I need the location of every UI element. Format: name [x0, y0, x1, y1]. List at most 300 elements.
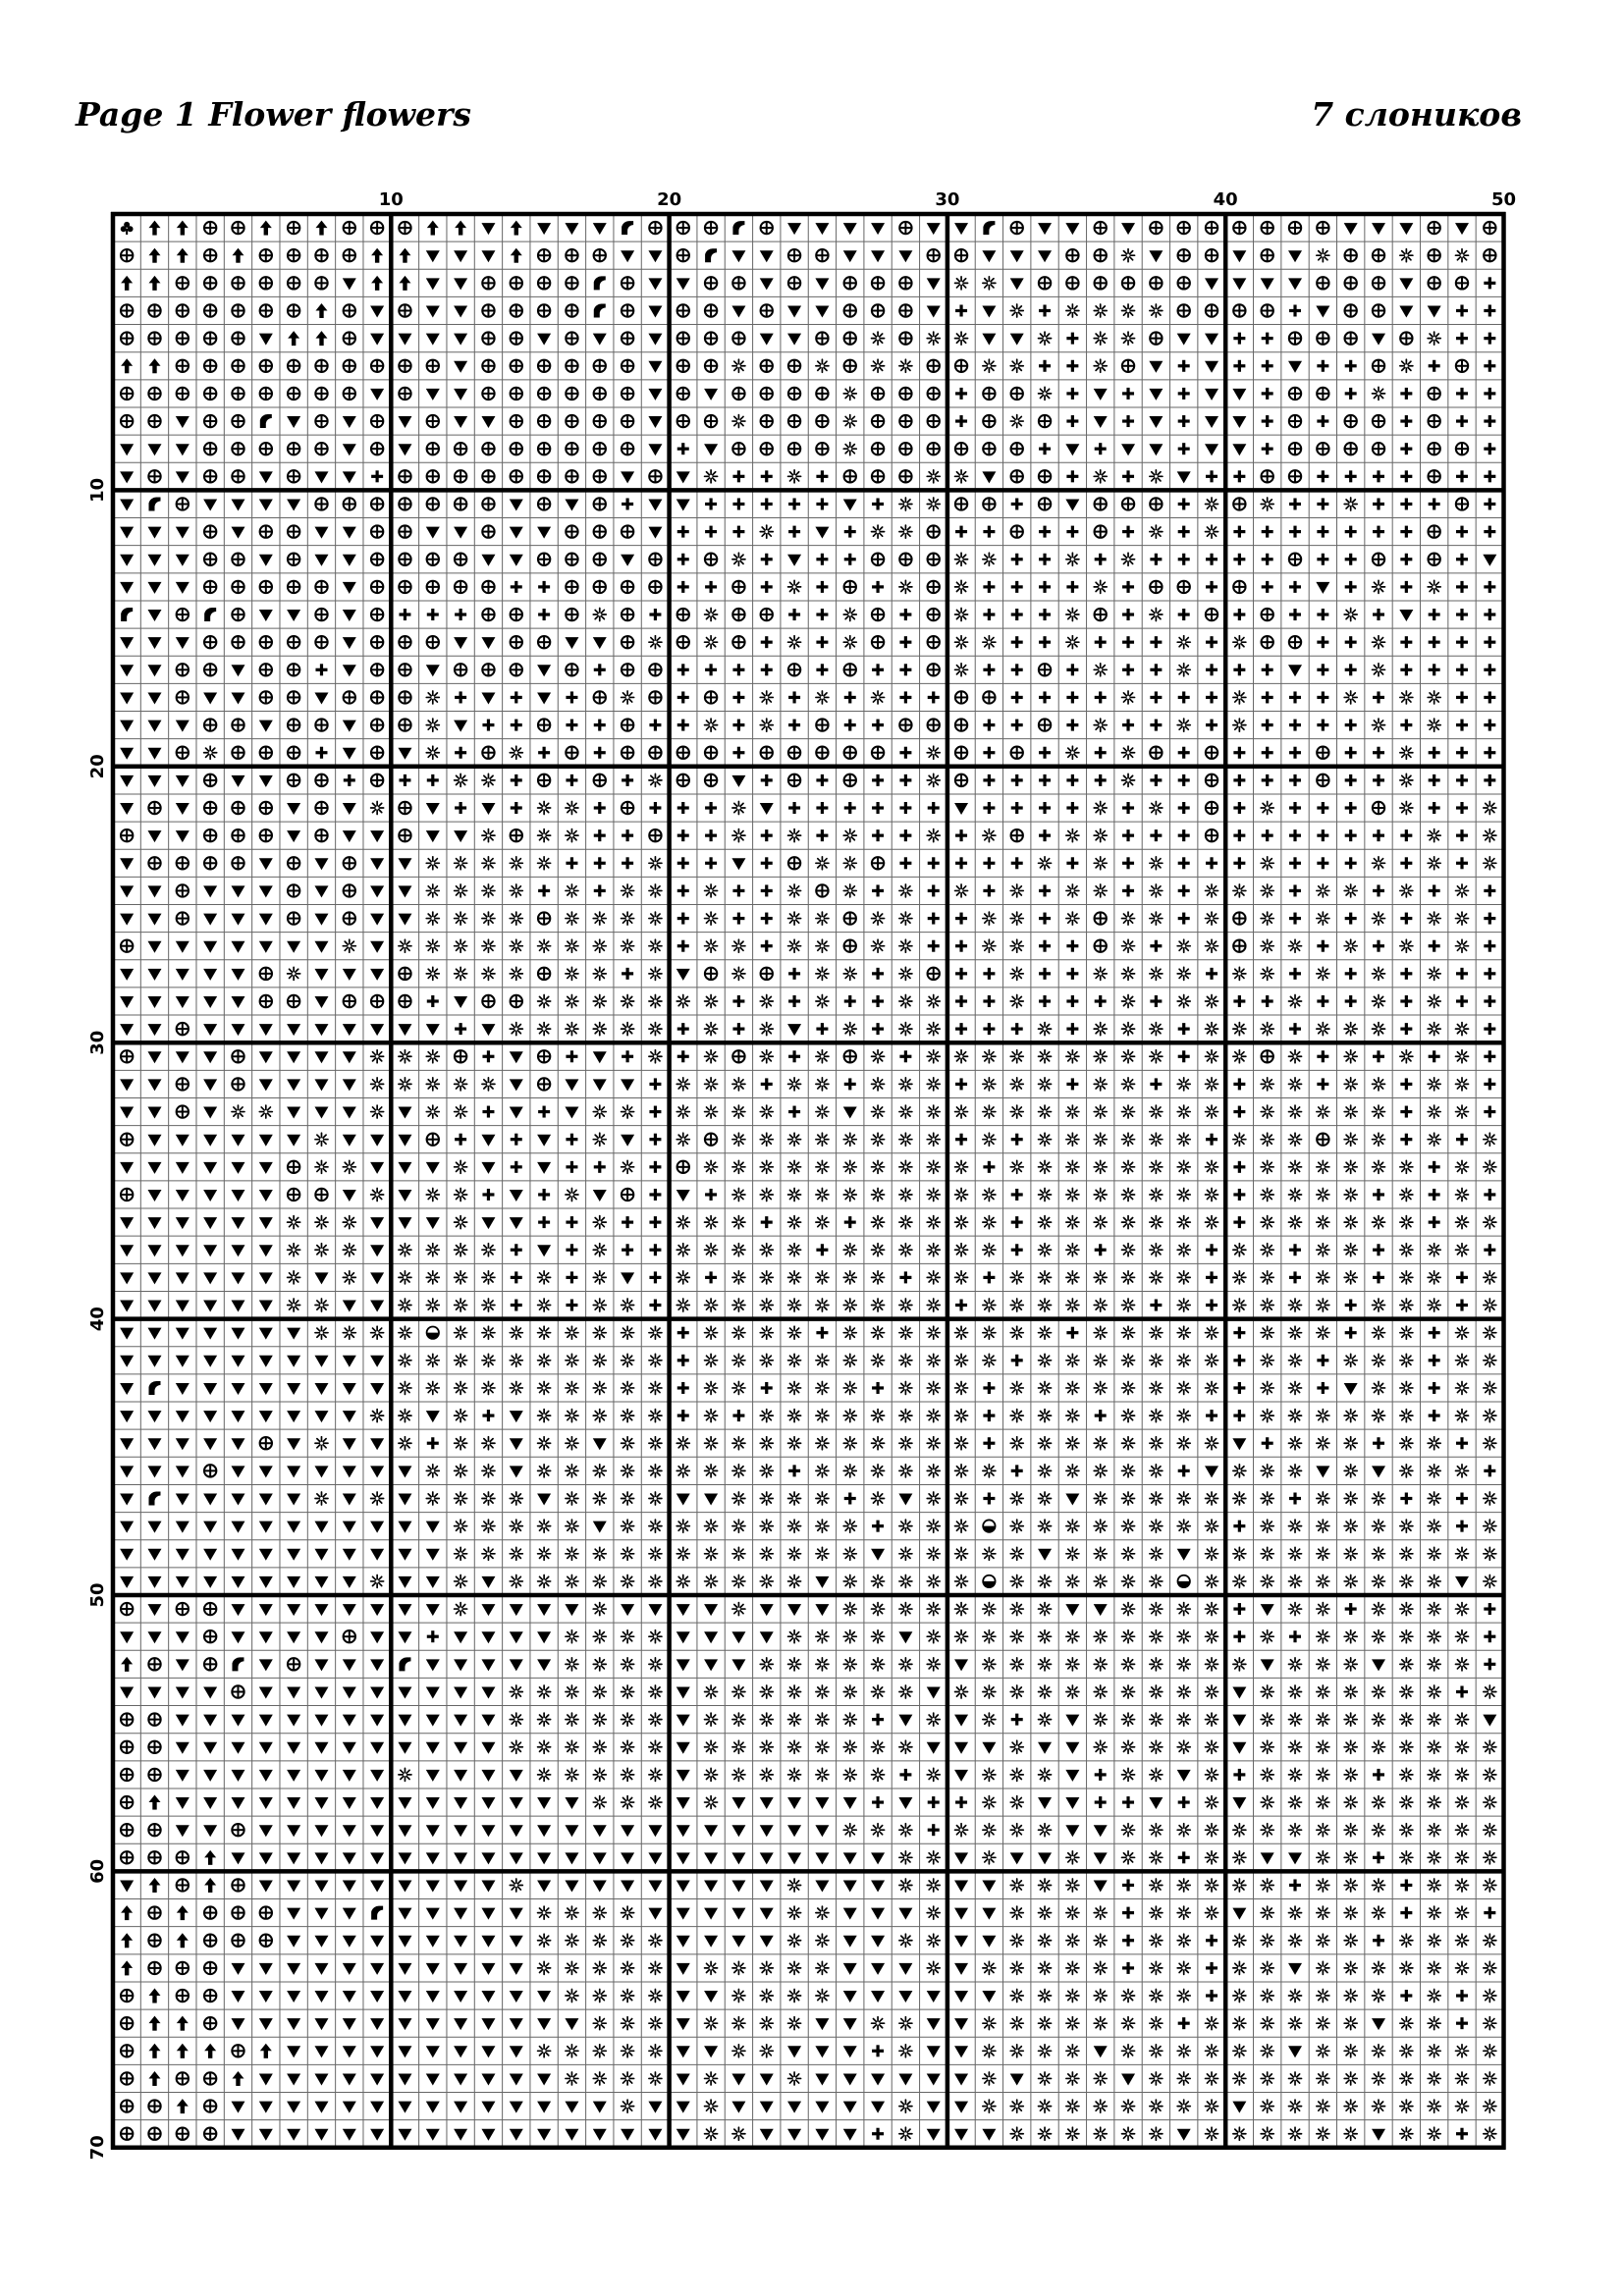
plus-icon [1095, 691, 1107, 703]
circle-cross-icon [121, 940, 133, 952]
triangle-down-icon [871, 1549, 885, 1561]
snowflake-icon [1400, 1160, 1413, 1173]
triangle-down-icon [343, 1936, 356, 1948]
snowflake-icon [1150, 1244, 1163, 1256]
circle-cross-icon [677, 609, 689, 620]
plus-icon [844, 995, 856, 1007]
circle-cross-icon [622, 332, 633, 344]
plus-icon [899, 857, 911, 869]
triangle-down-icon [370, 1631, 384, 1643]
snowflake-icon [983, 2045, 996, 2057]
snowflake-icon [1317, 1796, 1329, 1809]
circle-cross-icon [371, 222, 383, 234]
snowflake-icon [315, 1216, 328, 1229]
snowflake-icon [1206, 1078, 1218, 1091]
circle-cross-icon [260, 388, 272, 400]
snowflake-icon [788, 1575, 801, 1587]
snowflake-icon [760, 1575, 773, 1587]
triangle-down-icon [982, 2129, 996, 2141]
snowflake-icon [482, 967, 495, 980]
snowflake-icon [1039, 1492, 1052, 1505]
circle-cross-icon [148, 1658, 160, 1670]
snowflake-icon [1206, 1547, 1218, 1560]
circle-cross-icon [121, 304, 133, 316]
snowflake-icon [1428, 1713, 1440, 1726]
snowflake-icon [1150, 1381, 1163, 1394]
snowflake-icon [1373, 1603, 1385, 1616]
circle-cross-icon [399, 719, 410, 730]
plus-icon [1066, 802, 1078, 814]
snowflake-icon [1344, 1961, 1357, 1974]
snowflake-icon [1233, 1050, 1246, 1063]
circle-cross-icon [955, 774, 967, 786]
snowflake-icon [1066, 304, 1079, 317]
plus-icon [983, 1161, 995, 1173]
circle-cross-icon [455, 554, 466, 565]
circle-cross-icon [816, 388, 828, 400]
snowflake-icon [927, 332, 940, 345]
circle-cross-icon [121, 1189, 133, 1201]
snowflake-icon [843, 609, 856, 621]
quarter-circle-icon [594, 303, 606, 317]
triangle-down-icon [510, 2129, 523, 2141]
triangle-down-icon [898, 2073, 912, 2085]
snowflake-icon [955, 1271, 968, 1284]
triangle-down-icon [1316, 305, 1329, 317]
plus-icon [1345, 913, 1357, 925]
plus-icon [649, 1161, 661, 1173]
circle-cross-icon [566, 581, 577, 593]
circle-cross-icon [622, 443, 633, 454]
circle-cross-icon [872, 304, 884, 316]
triangle-down-icon [120, 471, 134, 483]
arrow-up-icon [149, 248, 161, 263]
circle-cross-icon [511, 995, 522, 1007]
snowflake-icon [927, 1492, 940, 1505]
snowflake-icon [622, 1796, 634, 1809]
snowflake-icon [1206, 1630, 1218, 1643]
snowflake-icon [788, 1879, 801, 1892]
snowflake-icon [955, 1492, 968, 1505]
triangle-down-icon [259, 2073, 273, 2085]
snowflake-icon [1206, 1326, 1218, 1339]
triangle-down-icon [510, 1825, 523, 1837]
triangle-down-icon [203, 914, 217, 926]
triangle-down-icon [454, 1852, 467, 1864]
snowflake-icon [622, 2045, 634, 2057]
half-circle-icon [1178, 1575, 1190, 1587]
snowflake-icon [676, 1299, 689, 1311]
snowflake-icon [1039, 1078, 1052, 1091]
triangle-down-icon [148, 996, 162, 1008]
triangle-down-icon [1261, 1604, 1274, 1616]
snowflake-icon [1344, 1354, 1357, 1366]
snowflake-icon [1400, 1354, 1413, 1366]
column-label: 20 [657, 189, 682, 210]
triangle-down-icon [982, 1908, 996, 1920]
snowflake-icon [482, 1492, 495, 1505]
circle-cross-icon [538, 719, 550, 730]
circle-cross-icon [594, 415, 606, 427]
triangle-down-icon [1455, 1576, 1469, 1588]
snowflake-icon [1428, 1437, 1440, 1450]
snowflake-icon [510, 967, 522, 980]
snowflake-icon [1066, 1381, 1079, 1394]
snowflake-icon [649, 967, 662, 980]
snowflake-icon [1289, 1160, 1302, 1173]
triangle-down-icon [231, 775, 244, 787]
snowflake-icon [1261, 1575, 1273, 1587]
triangle-down-icon [370, 1991, 384, 2002]
triangle-down-icon [481, 1770, 495, 1782]
snowflake-icon [1094, 2100, 1107, 2112]
snowflake-icon [1039, 1299, 1052, 1311]
plus-icon [1233, 1216, 1245, 1228]
triangle-down-icon [481, 1024, 495, 1036]
triangle-down-icon [510, 1438, 523, 1450]
plus-icon [1150, 774, 1162, 786]
triangle-down-icon [510, 1770, 523, 1782]
snowflake-icon [1261, 1023, 1273, 1036]
snowflake-icon [1484, 1133, 1496, 1146]
triangle-down-icon [731, 1852, 745, 1864]
snowflake-icon [676, 1437, 689, 1450]
triangle-down-icon [314, 2046, 328, 2057]
snowflake-icon [1206, 1575, 1218, 1587]
triangle-down-icon [176, 527, 189, 539]
triangle-down-icon [176, 1190, 189, 1201]
snowflake-icon [1317, 1879, 1329, 1892]
snowflake-icon [843, 857, 856, 870]
plus-icon [872, 829, 884, 841]
snowflake-icon [1317, 1520, 1329, 1532]
plus-icon [1233, 802, 1245, 814]
snowflake-icon [1289, 1713, 1302, 1726]
plus-icon [1178, 774, 1190, 786]
snowflake-icon [1344, 1244, 1357, 1256]
circle-cross-icon [538, 498, 550, 509]
triangle-down-icon [760, 334, 774, 346]
triangle-down-icon [760, 1825, 774, 1837]
snowflake-icon [1373, 1160, 1385, 1173]
snowflake-icon [983, 1078, 996, 1091]
snowflake-icon [1428, 2072, 1440, 2085]
triangle-down-icon [231, 1604, 244, 1616]
snowflake-icon [1066, 1879, 1079, 1892]
plus-icon [1456, 1300, 1468, 1311]
triangle-down-icon [481, 1852, 495, 1864]
circle-cross-icon [955, 249, 967, 261]
snowflake-icon [1344, 1271, 1357, 1284]
snowflake-icon [1010, 1078, 1023, 1091]
snowflake-icon [1094, 304, 1107, 317]
circle-cross-icon [288, 664, 299, 675]
snowflake-icon [1039, 387, 1052, 400]
triangle-down-icon [426, 305, 440, 317]
circle-cross-icon [705, 747, 717, 759]
triangle-down-icon [537, 1162, 551, 1174]
plus-icon [1011, 1023, 1023, 1035]
snowflake-icon [1094, 857, 1107, 870]
snowflake-icon [705, 470, 718, 483]
triangle-down-icon [481, 1631, 495, 1643]
circle-cross-icon [1400, 332, 1412, 344]
snowflake-icon [1373, 1685, 1385, 1698]
triangle-down-icon [398, 1135, 411, 1147]
triangle-down-icon [370, 1272, 384, 1284]
circle-cross-icon [928, 554, 940, 565]
plus-icon [1066, 1023, 1078, 1035]
snowflake-icon [1122, 774, 1135, 786]
snowflake-icon [983, 1133, 996, 1146]
snowflake-icon [1428, 1824, 1440, 1837]
snowflake-icon [1261, 1326, 1273, 1339]
snowflake-icon [622, 1410, 634, 1422]
plus-icon [955, 857, 967, 869]
snowflake-icon [1317, 1437, 1329, 1450]
circle-cross-icon [1011, 443, 1023, 454]
triangle-down-icon [314, 1908, 328, 1920]
snowflake-icon [1010, 967, 1023, 980]
snowflake-icon [1039, 1575, 1052, 1587]
snowflake-icon [1122, 1492, 1135, 1505]
circle-cross-icon [455, 470, 466, 482]
snowflake-icon [1039, 1354, 1052, 1366]
triangle-down-icon [676, 1686, 690, 1698]
plus-icon [1317, 609, 1328, 620]
snowflake-icon [1122, 2100, 1135, 2112]
triangle-down-icon [1483, 1715, 1496, 1727]
snowflake-icon [1344, 1050, 1357, 1063]
triangle-down-icon [287, 1383, 300, 1395]
snowflake-icon [1261, 2100, 1273, 2112]
snowflake-icon [1206, 1437, 1218, 1450]
circle-cross-icon [482, 443, 494, 454]
snowflake-icon [899, 1520, 912, 1532]
triangle-down-icon [314, 2102, 328, 2113]
triangle-down-icon [1288, 2046, 1302, 2057]
snowflake-icon [899, 1465, 912, 1477]
plus-icon [1289, 1271, 1301, 1283]
triangle-down-icon [843, 2073, 857, 2085]
snowflake-icon [1373, 387, 1385, 400]
arrow-up-icon [204, 1878, 216, 1893]
plus-icon [1122, 1907, 1134, 1919]
triangle-down-icon [314, 1079, 328, 1091]
circle-cross-icon [649, 691, 661, 703]
snowflake-icon [593, 1630, 606, 1643]
snowflake-icon [1289, 1354, 1302, 1366]
circle-cross-icon [288, 222, 299, 234]
triangle-down-icon [370, 1604, 384, 1616]
triangle-down-icon [1205, 389, 1218, 400]
triangle-down-icon [1177, 1549, 1191, 1561]
plus-icon [1400, 968, 1412, 980]
snowflake-icon [1177, 2072, 1190, 2085]
triangle-down-icon [510, 1411, 523, 1422]
snowflake-icon [732, 1381, 745, 1394]
triangle-down-icon [398, 334, 411, 346]
snowflake-icon [872, 332, 885, 345]
triangle-down-icon [343, 1301, 356, 1312]
triangle-down-icon [148, 941, 162, 953]
snowflake-icon [760, 1410, 773, 1422]
triangle-down-icon [454, 2129, 467, 2141]
plus-icon [928, 1824, 940, 1836]
snowflake-icon [1010, 884, 1023, 897]
circle-cross-icon [232, 388, 243, 400]
snowflake-icon [1150, 967, 1163, 980]
circle-cross-icon [788, 249, 800, 261]
snowflake-icon [593, 1492, 606, 1505]
plus-icon [1484, 1050, 1495, 1062]
triangle-down-icon [370, 1715, 384, 1727]
triangle-down-icon [510, 2018, 523, 2030]
snowflake-icon [649, 1713, 662, 1726]
snowflake-icon [1317, 1547, 1329, 1560]
snowflake-icon [622, 691, 634, 704]
triangle-down-icon [954, 803, 968, 815]
circle-cross-icon [371, 554, 383, 565]
plus-icon [677, 857, 689, 869]
circle-cross-icon [371, 581, 383, 593]
triangle-down-icon [510, 2046, 523, 2057]
snowflake-icon [622, 1023, 634, 1036]
snowflake-icon [1039, 1326, 1052, 1339]
snowflake-icon [1317, 2072, 1329, 2085]
plus-icon [872, 1796, 884, 1808]
triangle-down-icon [120, 499, 134, 510]
plus-icon [1039, 691, 1051, 703]
triangle-down-icon [148, 1466, 162, 1477]
plus-icon [677, 1327, 689, 1339]
plus-icon [788, 691, 800, 703]
snowflake-icon [1456, 939, 1469, 952]
triangle-down-icon [370, 389, 384, 400]
circle-cross-icon [232, 1050, 243, 1062]
triangle-down-icon [621, 1079, 634, 1091]
snowflake-icon [371, 1188, 384, 1201]
triangle-down-icon [843, 499, 857, 510]
triangle-down-icon [343, 2073, 356, 2085]
snowflake-icon [1400, 1740, 1413, 1753]
plus-icon [955, 415, 967, 427]
triangle-down-icon [1065, 223, 1079, 235]
snowflake-icon [788, 2017, 801, 2030]
triangle-down-icon [676, 1991, 690, 2002]
plus-icon [455, 691, 466, 703]
triangle-down-icon [676, 1631, 690, 1643]
triangle-down-icon [287, 1024, 300, 1036]
triangle-down-icon [398, 1217, 411, 1229]
triangle-down-icon [314, 2129, 328, 2141]
snowflake-icon [816, 1437, 829, 1450]
triangle-down-icon [343, 1797, 356, 1809]
snowflake-icon [843, 1271, 856, 1284]
circle-cross-icon [899, 554, 911, 565]
snowflake-icon [816, 1133, 829, 1146]
triangle-down-icon [176, 721, 189, 732]
snowflake-icon [705, 1299, 718, 1311]
plus-icon [1484, 940, 1495, 952]
plus-icon [761, 664, 773, 675]
plus-icon [1039, 829, 1051, 841]
plus-icon [1400, 526, 1412, 538]
snowflake-icon [1456, 1824, 1469, 1837]
circle-cross-icon [899, 443, 911, 454]
snowflake-icon [788, 1934, 801, 1947]
plus-icon [511, 802, 522, 814]
plus-icon [677, 940, 689, 952]
snowflake-icon [1261, 912, 1273, 925]
triangle-down-icon [454, 1797, 467, 1809]
circle-cross-icon [872, 470, 884, 482]
plus-icon [1345, 802, 1357, 814]
circle-cross-icon [788, 443, 800, 454]
triangle-down-icon [1399, 278, 1413, 290]
snowflake-icon [872, 1299, 885, 1311]
snowflake-icon [1344, 1934, 1357, 1947]
snowflake-icon [1373, 994, 1385, 1007]
snowflake-icon [649, 1023, 662, 1036]
circle-cross-icon [538, 249, 550, 261]
snowflake-icon [1039, 1271, 1052, 1284]
triangle-down-icon [621, 555, 634, 566]
snowflake-icon [732, 1271, 745, 1284]
triangle-down-icon [1065, 1742, 1079, 1754]
quarter-circle-icon [149, 1492, 161, 1506]
triangle-down-icon [843, 223, 857, 235]
snowflake-icon [732, 967, 745, 980]
snowflake-icon [1344, 1824, 1357, 1837]
plus-icon [899, 829, 911, 841]
triangle-down-icon [259, 1522, 273, 1533]
plus-icon [1456, 1134, 1468, 1146]
plus-icon [928, 802, 940, 814]
snowflake-icon [1373, 1410, 1385, 1422]
triangle-down-icon [676, 1908, 690, 1920]
circle-cross-icon [788, 774, 800, 786]
circle-cross-icon [121, 2128, 133, 2140]
snowflake-icon [1039, 1906, 1052, 1919]
triangle-down-icon [398, 1162, 411, 1174]
triangle-down-icon [176, 1411, 189, 1422]
snowflake-icon [760, 1023, 773, 1036]
circle-cross-icon [288, 304, 299, 316]
snowflake-icon [676, 1465, 689, 1477]
snowflake-icon [927, 498, 940, 510]
plus-icon [1178, 443, 1190, 454]
circle-cross-icon [121, 829, 133, 841]
snowflake-icon [1177, 1906, 1190, 1919]
snowflake-icon [1150, 470, 1163, 483]
snowflake-icon [843, 1188, 856, 1201]
snowflake-icon [1094, 1934, 1107, 1947]
plus-icon [538, 1106, 550, 1118]
triangle-down-icon [1065, 1604, 1079, 1616]
snowflake-icon [843, 884, 856, 897]
triangle-down-icon [481, 1686, 495, 1698]
circle-cross-icon [566, 747, 577, 759]
circle-cross-icon [1095, 940, 1107, 952]
triangle-down-icon [287, 1852, 300, 1864]
snowflake-icon [1428, 1023, 1440, 1036]
triangle-down-icon [259, 1770, 273, 1782]
triangle-down-icon [259, 334, 273, 346]
circle-cross-icon [1150, 747, 1162, 759]
plus-icon [899, 609, 911, 620]
circle-cross-icon [1011, 388, 1023, 400]
